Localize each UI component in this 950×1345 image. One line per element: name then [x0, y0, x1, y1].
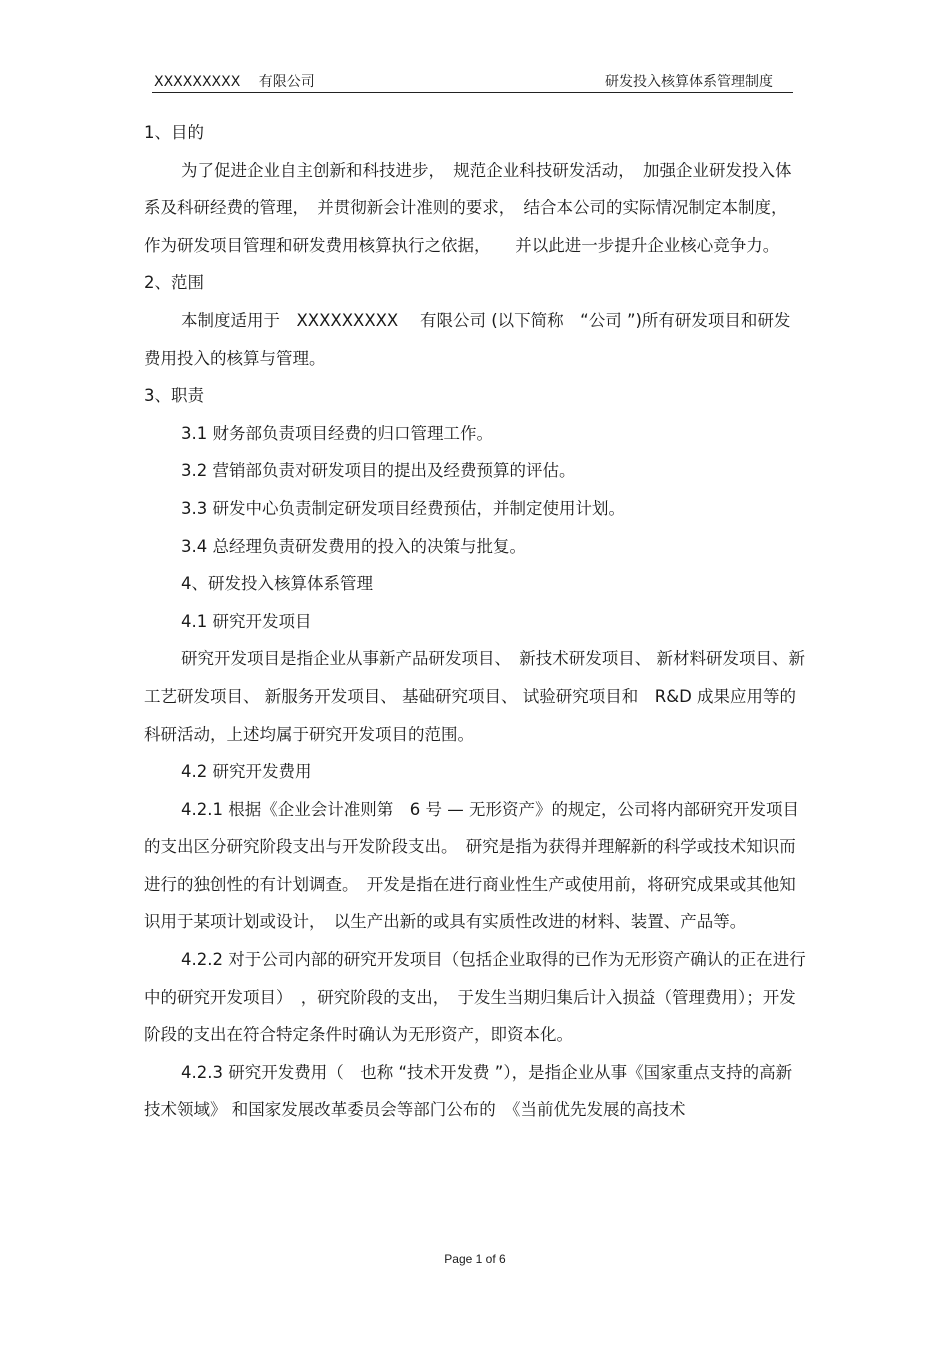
document-body	[144, 114, 806, 1129]
page-footer	[0, 1252, 950, 1266]
section-heading-responsibilities: 3、职责	[144, 386, 204, 406]
paragraph-projects: 研究开发项目是指企业从事新产品研发项目、 新技术研发项目、 新材料研发项目、新工艺研发项目、 新服务开发项目、 基础研究项目、 试验研究项目和 R&D 成果应用等的科研活动，上述均属于研究开发项目的范围。	[144, 649, 805, 744]
section-heading-accounting: 4、研发投入核算体系管理	[181, 574, 373, 594]
responsibility-item: 3.1 财务部负责项目经费的归口管理工作。	[181, 423, 493, 443]
subsection-heading-projects: 4.1 研究开发项目	[181, 611, 312, 631]
responsibility-item: 3.4 总经理负责研发费用的投入的决策与批复。	[181, 536, 526, 556]
page-number: Page 1 of 6	[444, 1252, 506, 1266]
header-company: XXXXXXXXX 有限公司	[154, 74, 315, 90]
paragraph-4-2-1: 4.2.1 根据《企业会计准则第 6 号 — 无形资产》的规定，公司将内部研究开发项目的支出区分研究阶段支出与开发阶段支出。 研究是指为获得并理解新的科学或技术知识而进行的独创性的有计划调查。 开发是指在进行商业性生产或使用前，将研究成果或其他知识用于某项计划或设计， 以生产出新的或具有实质性改进的材料、装置、产品等。	[144, 799, 799, 932]
section-heading-purpose: 1、目的	[144, 123, 204, 142]
paragraph-scope: 本制度适用于 XXXXXXXXX 有限公司 (以下简称 “公司 ”)所有研发项目和研发费用投入的核算与管理。	[144, 310, 791, 368]
responsibility-item: 3.3 研发中心负责制定研发项目经费预估，并制定使用计划。	[181, 498, 625, 518]
header-document-title: 研发投入核算体系管理制度	[605, 74, 773, 90]
responsibility-item: 3.2 营销部负责对研发项目的提出及经费预算的评估。	[181, 461, 576, 481]
paragraph-purpose: 为了促进企业自主创新和科技进步， 规范企业科技研发活动， 加强企业研发投入体系及科研经费的管理， 并贯彻新会计准则的要求， 结合本公司的实际情况制定本制度， 作为研发项目管理和研发费用核算执行之依据， 并以此进一步提升企业核心竞争力。	[144, 160, 796, 255]
page-header	[152, 72, 793, 93]
subsection-heading-expenses: 4.2 研究开发费用	[181, 762, 312, 782]
section-heading-scope: 2、范围	[144, 273, 204, 293]
paragraph-4-2-3: 4.2.3 研究开发费用（ 也称 “技术开发费 ”），是指企业从事《国家重点支持的高新技术领域》 和国家发展改革委员会等部门公布的 《当前优先发展的高技术	[144, 1062, 793, 1120]
paragraph-4-2-2: 4.2.2 对于公司内部的研究开发项目（包括企业取得的已作为无形资产确认的正在进行中的研究开发项目） ，研究阶段的支出， 于发生当期归集后计入损益（管理费用）；开发阶段的支出在符合特定条件时确认为无形资产，即资本化。	[144, 950, 806, 1045]
